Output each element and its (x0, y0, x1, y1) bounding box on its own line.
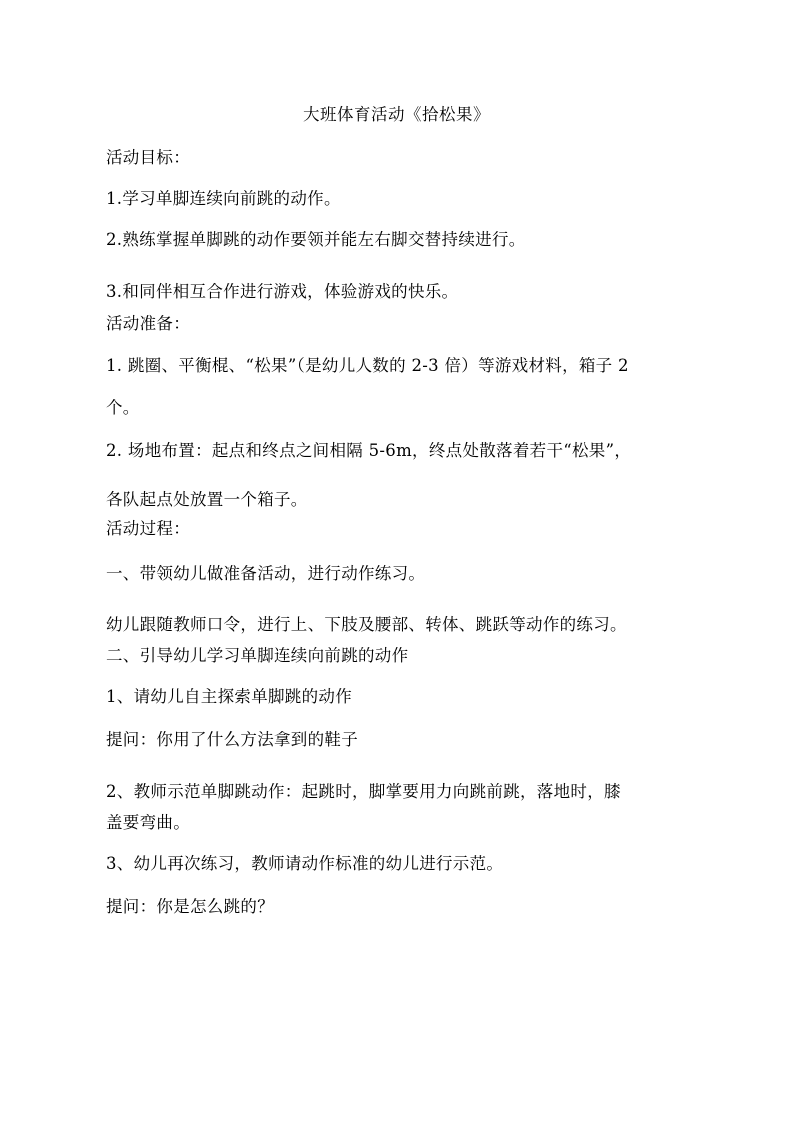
step-1-detail: 幼儿跟随教师口令，进行上、下肢及腰部、转体、跳跃等动作的练习。 (106, 615, 627, 634)
step-1: 一、带领幼儿做准备活动，进行动作练习。 (106, 564, 426, 583)
goal-item-3: 3.和同伴相互合作进行游戏，体验游戏的快乐。 (106, 282, 459, 301)
step-2-1: 1、请幼儿自主探索单脚跳的动作 (106, 687, 352, 706)
step-2-3: 3、幼儿再次练习，教师请动作标准的幼儿进行示范。 (106, 854, 504, 873)
goal-item-1: 1.学习单脚连续向前跳的动作。 (106, 189, 341, 208)
prep-item-1-line-2: 个。 (106, 398, 140, 417)
process-heading: 活动过程： (106, 519, 190, 538)
prep-item-2-line-1: 2. 场地布置：起点和终点之间相隔 5-6m，终点处散落着若干“松果”， (106, 441, 632, 460)
prep-item-2-line-2: 各队起点处放置一个箱子。 (106, 490, 308, 509)
goal-item-2: 2.熟练掌握单脚跳的动作要领并能左右脚交替持续进行。 (106, 230, 526, 249)
step-2-2-line-1: 2、教师示范单脚跳动作：起跳时，脚掌要用力向跳前跳，落地时，膝 (106, 782, 621, 801)
goals-heading: 活动目标： (106, 148, 190, 167)
step-2-1-question: 提问：你用了什么方法拿到的鞋子 (106, 730, 358, 749)
step-2-3-question: 提问：你是怎么跳的？ (106, 897, 274, 916)
step-2-2-line-2: 盖要弯曲。 (106, 813, 190, 832)
document-title: 大班体育活动《拾松果》 (303, 105, 490, 124)
prep-item-1-line-1: 1. 跳圈、平衡棍、“松果”（是幼儿人数的 2-3 倍）等游戏材料，箱子 2 (106, 356, 629, 375)
prep-heading: 活动准备： (106, 314, 190, 333)
step-2: 二、引导幼儿学习单脚连续向前跳的动作 (106, 646, 409, 665)
